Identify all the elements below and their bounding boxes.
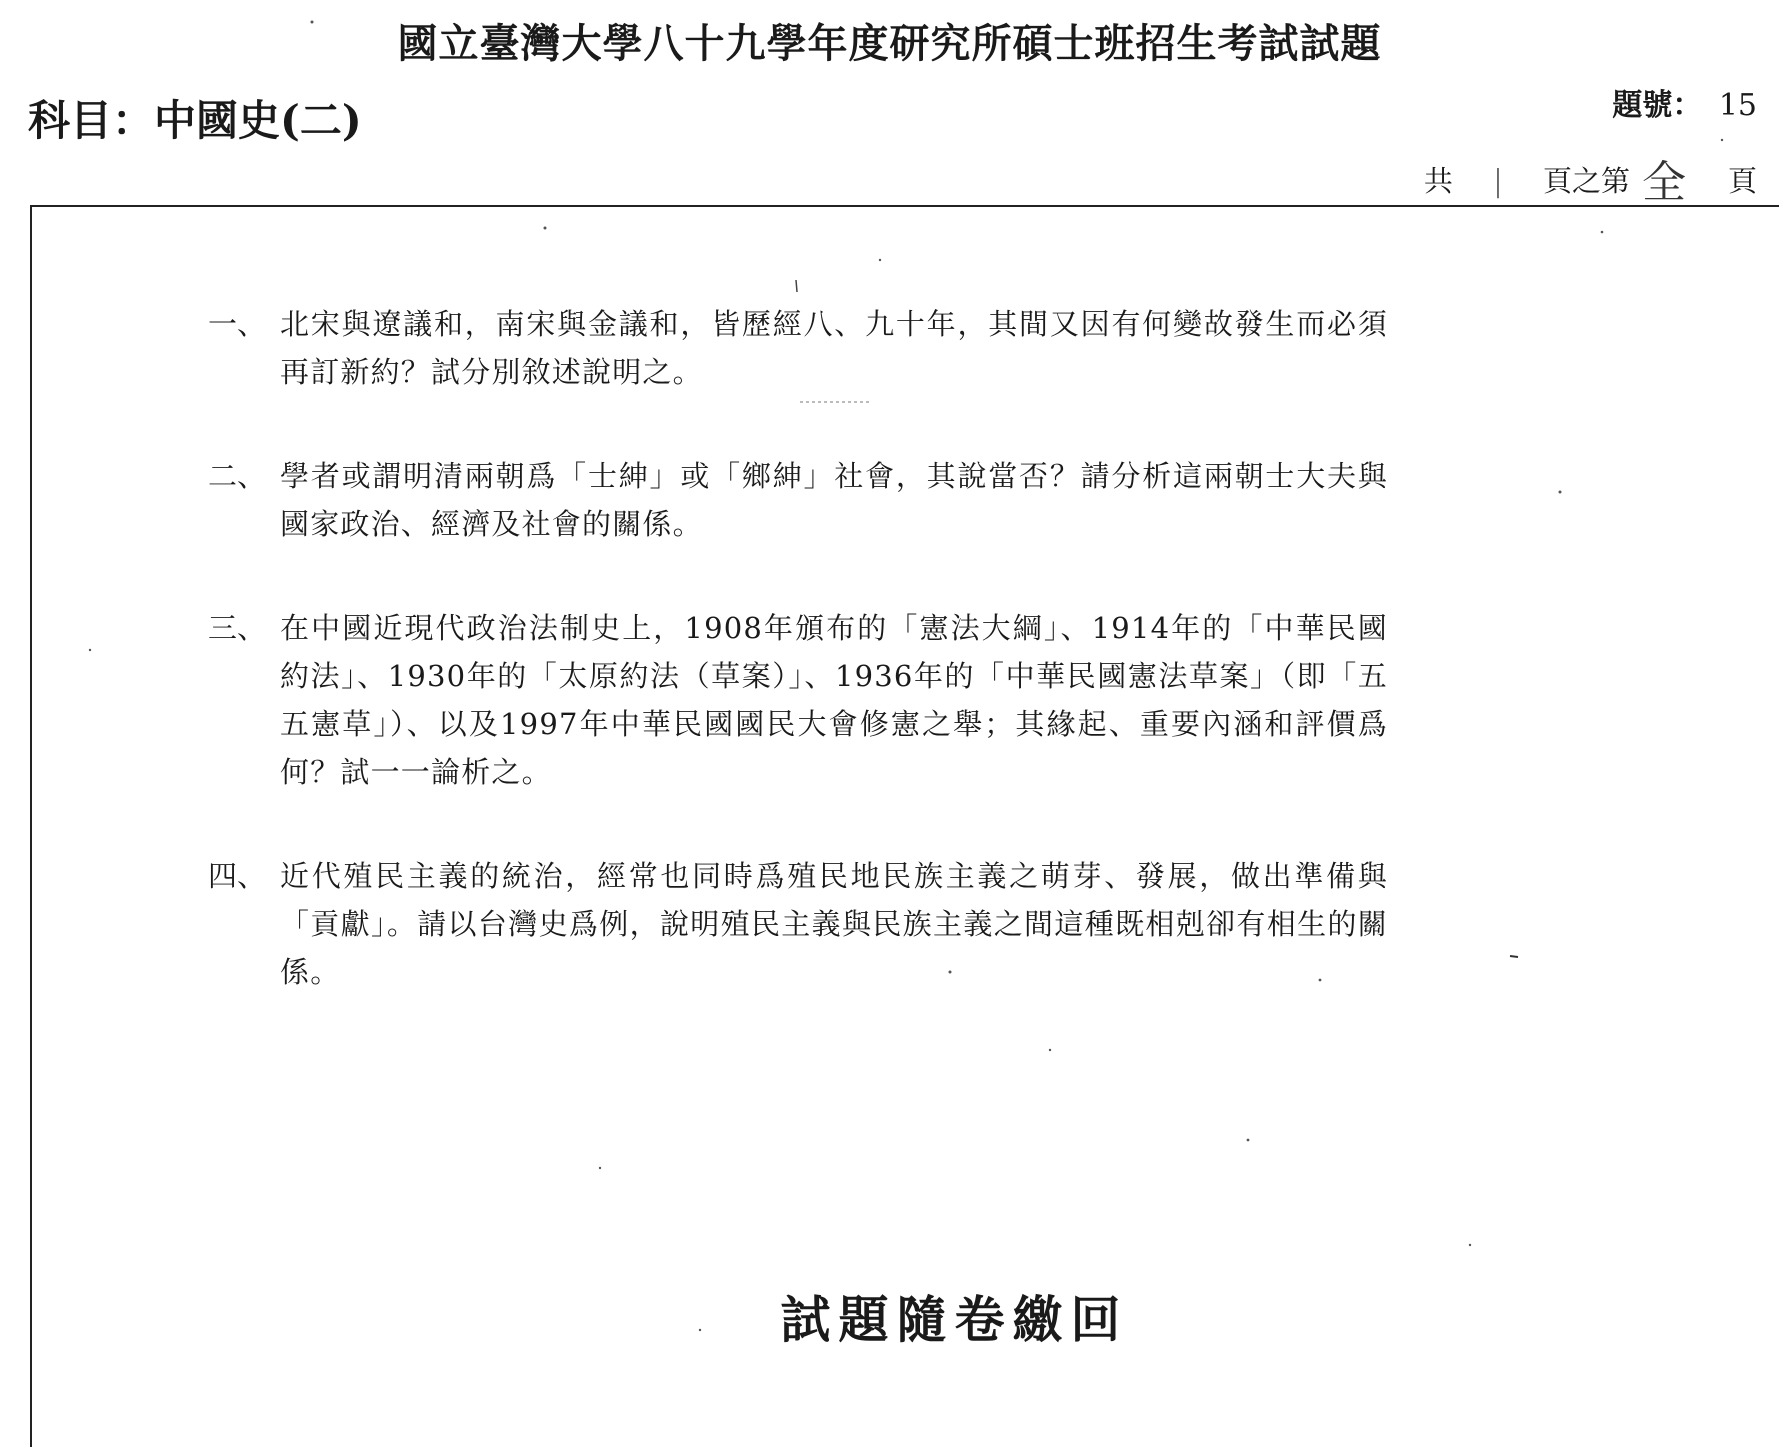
question-text: 學者或謂明清兩朝爲「士紳」或「鄉紳」社會，其說當否？請分析這兩朝士大夫與國家政治、經濟及社會的關係。 xyxy=(280,459,1388,541)
exam-title: 國立臺灣大學八十九學年度研究所碩士班招生考試試題 xyxy=(397,20,1382,67)
question-item xyxy=(208,604,1388,796)
page-total-value: | xyxy=(1492,164,1503,199)
question-item xyxy=(208,452,1388,548)
page-current-prefix: 頁之第 xyxy=(1542,164,1630,198)
question-item xyxy=(208,852,1388,996)
question-number-marker: 一、 xyxy=(208,307,267,341)
question-text: 北宋與遼議和，南宋與金議和，皆歷經八、九十年，其間又因有何變故發生而必須再訂新約？試分別敘述說明之。 xyxy=(280,307,1388,389)
page-count xyxy=(1423,140,1757,208)
question-number xyxy=(1612,80,1757,124)
question-number-label: 題號： xyxy=(1612,88,1703,123)
question-number-marker: 三、 xyxy=(208,611,267,645)
question-item xyxy=(208,300,1388,396)
question-list xyxy=(208,300,1388,1052)
page-total-prefix: 共 xyxy=(1423,164,1453,198)
question-text: 近代殖民主義的統治，經常也同時爲殖民地民族主義之萌芽、發展，做出準備與「貢獻」。請以台灣史爲例，說明殖民主義與民族主義之間這種既相剋卻有相生的關係。 xyxy=(280,859,1388,989)
question-number-value: 15 xyxy=(1718,88,1757,123)
question-number-marker: 二、 xyxy=(208,459,267,493)
page-current-value: 全 xyxy=(1641,157,1686,208)
subject-label: 科目：中國史(二) xyxy=(28,96,362,145)
question-text: 在中國近現代政治法制史上，1908年頒布的「憲法大綱」、1914年的「中華民國約法」、1930年的「太原約法（草案）」、1936年的「中華民國憲法草案」（即「五五憲草」）、以及1997年中華民國國民大會修憲之舉；其緣起、重要內涵和評價爲何？試一一論析之。 xyxy=(280,611,1388,789)
question-number-marker: 四、 xyxy=(208,859,267,893)
return-exam-note: 試題隨卷繳回 xyxy=(780,1290,1129,1349)
page-suffix: 頁 xyxy=(1727,164,1757,198)
